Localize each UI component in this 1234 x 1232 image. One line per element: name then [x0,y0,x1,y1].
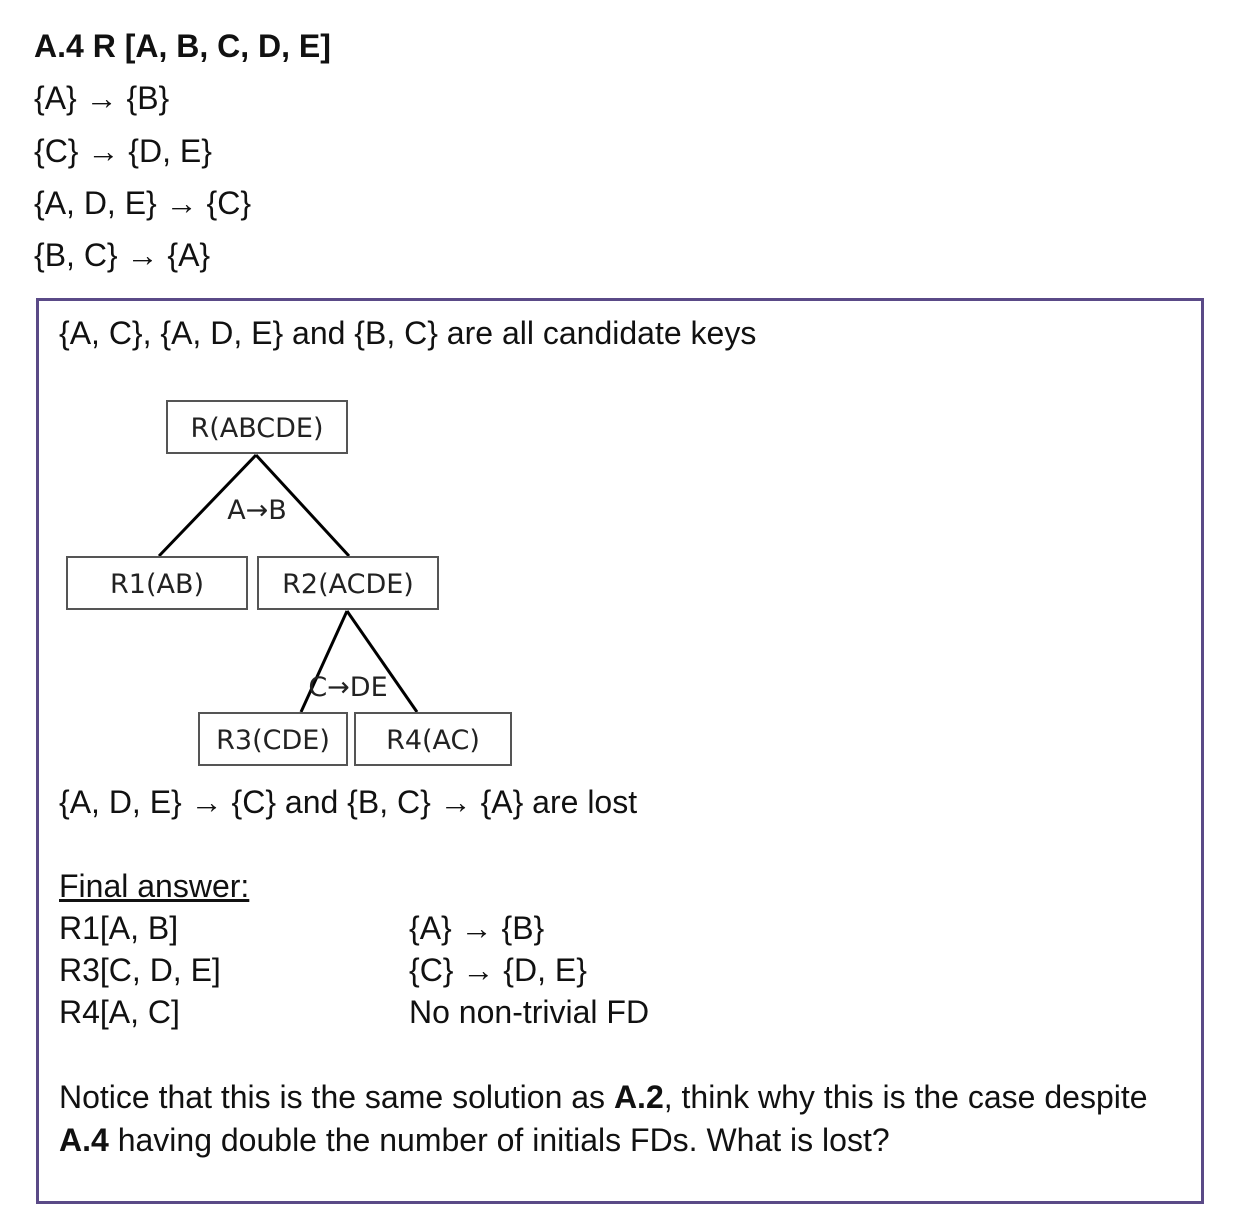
tree-node-label: R2(ACDE) [282,569,414,600]
tree-node-label: R1(AB) [110,569,204,600]
notice-ref-a2: A.2 [613,1079,664,1115]
final-fd: No non-trivial FD [409,994,650,1030]
solution-box [36,298,1204,1204]
candidate-keys-text: {A, C}, {A, D, E} and {B, C} are all candidate keys [59,315,757,351]
final-fd: {C} → {D, E} [409,952,587,988]
notice-line-1 [59,1077,1148,1117]
tree-node-r3 [199,713,347,765]
fd-line: {A, D, E} → {C} [34,185,251,221]
tree-node-r4 [355,713,511,765]
fd-line: {C} → {D, E} [34,133,212,169]
notice-line-2 [59,1120,890,1160]
tree-node-r2 [258,557,438,609]
fd-line: {B, C} → {A} [34,237,211,273]
final-answer-label: Final answer: [59,868,250,904]
section-heading: A.4 R [A, B, C, D, E] [34,28,331,64]
tree-node-label: R4(AC) [386,725,480,756]
final-relation: R3[C, D, E] [59,952,221,988]
tree-node-r1 [67,557,247,609]
final-fd: {A} → {B} [409,910,545,946]
notice-text: Notice that this is the same solution as [59,1079,614,1115]
tree-node-root [167,401,347,453]
notice-text: having double the number of initials FDs. What is lost? [108,1122,890,1158]
tree-node-label: R(ABCDE) [190,413,324,444]
notice-text: , think why this is the case despite [663,1079,1148,1115]
final-relation: R4[A, C] [59,994,180,1030]
split-label: A→B [227,495,287,526]
lost-fds-text: {A, D, E} → {C} and {B, C} → {A} are lost [59,784,638,820]
split-label: C→DE [308,672,388,703]
tree-node-label: R3(CDE) [216,725,330,756]
notice-ref-a4: A.4 [59,1122,109,1158]
fd-line: {A} → {B} [34,80,170,116]
final-relation: R1[A, B] [59,910,179,946]
decomposition-tree [39,301,1201,1201]
